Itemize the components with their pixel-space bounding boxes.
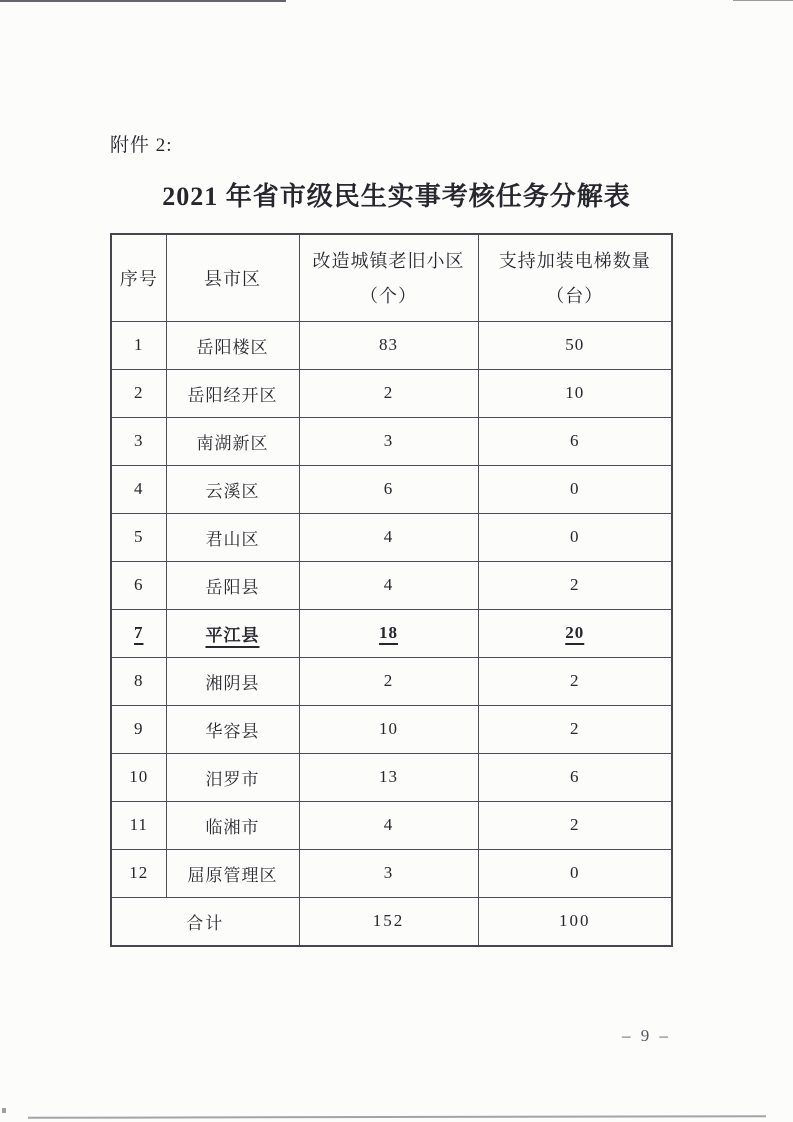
- table-row: [111, 561, 672, 609]
- renovation-count-cell: 2: [299, 369, 478, 417]
- elevator-count-cell: 2: [478, 705, 672, 753]
- row-number-cell: 6: [111, 561, 166, 609]
- renovation-count-cell: 3: [299, 849, 478, 897]
- header-district: 县市区: [166, 234, 299, 321]
- header-renovation: [299, 234, 478, 321]
- table-body: [111, 321, 672, 897]
- table-row: [111, 369, 672, 417]
- renovation-count-cell: 2: [299, 657, 478, 705]
- header-renovation-unit: （个）: [360, 286, 417, 307]
- renovation-count-cell: 13: [299, 753, 478, 801]
- header-elevator: [478, 234, 672, 321]
- row-number-cell: 7: [111, 609, 166, 657]
- district-cell: 南湖新区: [166, 417, 299, 465]
- row-number-cell: 3: [111, 417, 166, 465]
- table-header-row: [111, 234, 672, 321]
- table-row: [111, 465, 672, 513]
- table-row: [111, 801, 672, 849]
- renovation-count-cell: 83: [299, 321, 478, 369]
- scan-edge-artifact-top: [0, 0, 286, 2]
- elevator-count-cell: 2: [478, 801, 672, 849]
- table-row: [111, 513, 672, 561]
- table-row: [111, 417, 672, 465]
- row-number-cell: 2: [111, 369, 166, 417]
- row-number-cell: 1: [111, 321, 166, 369]
- renovation-count-cell: 4: [299, 513, 478, 561]
- total-renovation-cell: 152: [299, 897, 478, 946]
- header-renovation-line1: 改造城镇老旧小区: [312, 251, 465, 272]
- elevator-count-cell: 20: [478, 609, 672, 657]
- renovation-count-cell: 3: [299, 417, 478, 465]
- elevator-count-cell: 50: [478, 321, 672, 369]
- renovation-count-cell: 4: [299, 561, 478, 609]
- district-cell: 屈原管理区: [166, 849, 299, 897]
- row-number-cell: 4: [111, 465, 166, 513]
- page-title: 2021 年省市级民生实事考核任务分解表: [162, 182, 631, 211]
- district-cell: 云溪区: [166, 465, 299, 513]
- scan-edge-artifact-bottom: [28, 1115, 766, 1119]
- table-row: [111, 321, 672, 369]
- elevator-count-cell: 2: [478, 561, 672, 609]
- total-elevator-cell: 100: [478, 897, 672, 946]
- elevator-count-cell: 0: [478, 465, 672, 513]
- header-elevator-unit: （台）: [546, 286, 604, 307]
- elevator-count-cell: 6: [478, 417, 672, 465]
- row-number-cell: 10: [111, 753, 166, 801]
- district-cell: 湘阴县: [166, 657, 299, 705]
- header-elevator-line1: 支持加装电梯数量: [498, 251, 651, 272]
- row-number-cell: 8: [111, 657, 166, 705]
- renovation-count-cell: 10: [299, 705, 478, 753]
- elevator-count-cell: 6: [478, 753, 672, 801]
- elevator-count-cell: 0: [478, 849, 672, 897]
- task-breakdown-table: [110, 233, 673, 947]
- renovation-count-cell: 6: [299, 465, 478, 513]
- table-row: [111, 753, 672, 801]
- total-row: [111, 897, 672, 946]
- district-cell: 岳阳楼区: [166, 321, 299, 369]
- table-row: [111, 609, 672, 657]
- district-cell: 华容县: [166, 705, 299, 753]
- scan-mark-bottom-left: [2, 1108, 6, 1113]
- table-row: [111, 657, 672, 705]
- table-row: [111, 705, 672, 753]
- elevator-count-cell: 2: [478, 657, 672, 705]
- district-cell: 岳阳县: [166, 561, 299, 609]
- district-cell: 平江县: [166, 609, 299, 657]
- page-number: – 9 –: [622, 1026, 671, 1045]
- district-cell: 岳阳经开区: [166, 369, 299, 417]
- total-label-cell: 合计: [111, 897, 299, 946]
- elevator-count-cell: 0: [478, 513, 672, 561]
- district-cell: 汨罗市: [166, 753, 299, 801]
- elevator-count-cell: 10: [478, 369, 672, 417]
- header-seq: 序号: [111, 234, 166, 321]
- renovation-count-cell: 4: [299, 801, 478, 849]
- district-cell: 临湘市: [166, 801, 299, 849]
- scan-edge-artifact-top-right: [733, 0, 793, 1]
- row-number-cell: 9: [111, 705, 166, 753]
- row-number-cell: 12: [111, 849, 166, 897]
- district-cell: 君山区: [166, 513, 299, 561]
- row-number-cell: 5: [111, 513, 166, 561]
- renovation-count-cell: 18: [299, 609, 478, 657]
- row-number-cell: 11: [111, 801, 166, 849]
- table-row: [111, 849, 672, 897]
- attachment-label: 附件 2:: [110, 135, 173, 156]
